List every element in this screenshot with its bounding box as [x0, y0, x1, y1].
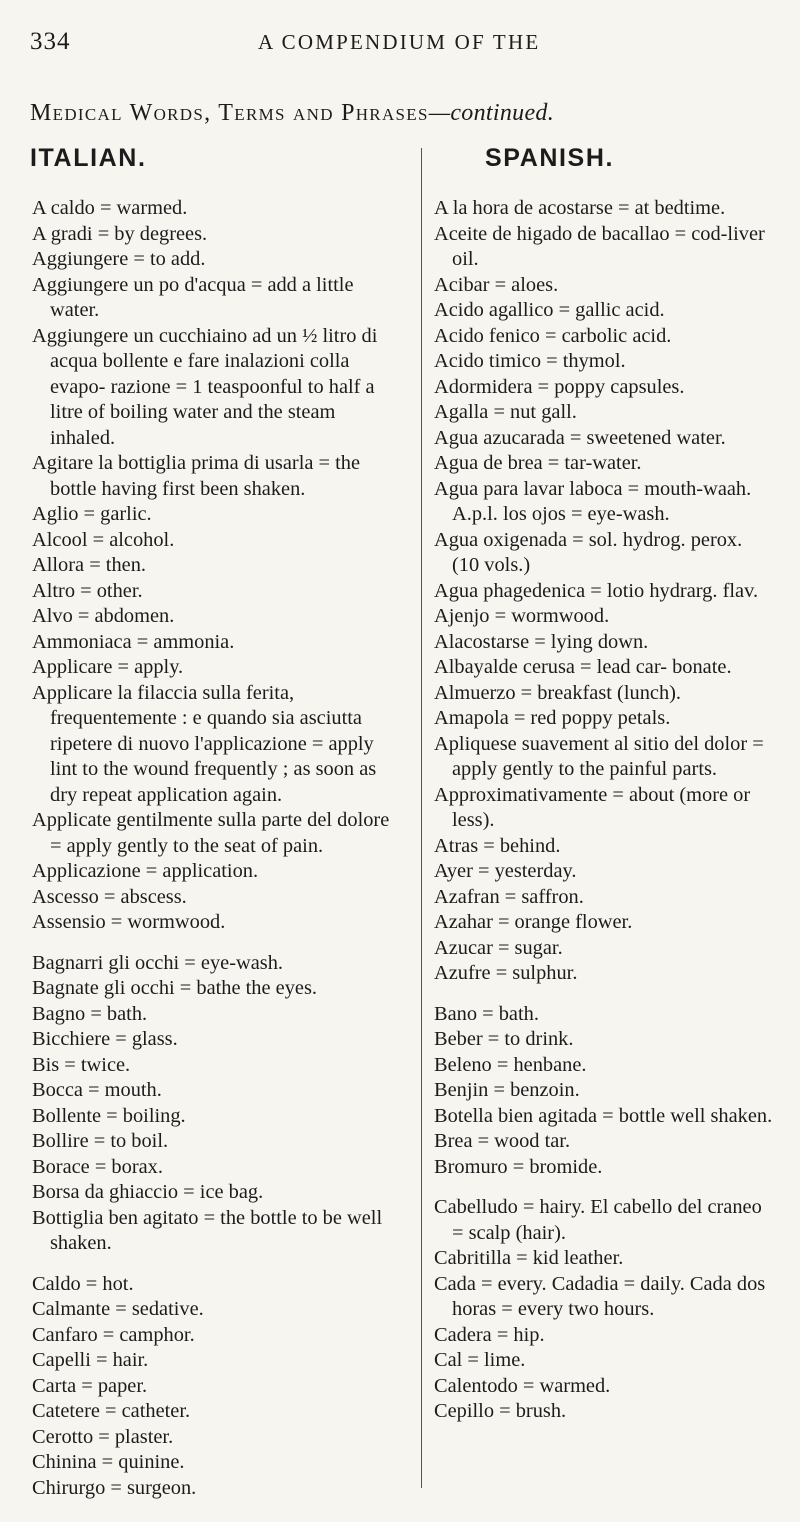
spanish-glossary-entry: Azufre = sulphur.	[434, 962, 578, 984]
spanish-glossary-entry: Cabelludo = hairy. El cabello del craneo = scalp (hair).	[434, 1196, 762, 1244]
spanish-column-title: SPANISH.	[485, 144, 615, 172]
italian-glossary-entry: Ammoniaca = ammonia.	[32, 630, 235, 653]
italian-glossary-entry: Alcool = alcohol.	[32, 528, 175, 551]
spanish-glossary-entry: Beber = to drink.	[434, 1028, 574, 1050]
spanish-glossary-entry: Approximativamente = about (more or less).	[434, 783, 751, 831]
italian-glossary-entry: Capelli = hair.	[32, 1349, 149, 1371]
spanish-glossary-entry: Atras = behind.	[434, 834, 561, 857]
spanish-glossary-entry: Botella bien agitada = bottle well shaken.	[434, 1104, 773, 1127]
italian-glossary-entry: Bicchiere = glass.	[32, 1028, 178, 1050]
running-title: A COMPENDIUM OF THE	[258, 30, 541, 54]
spanish-glossary-entry: Cada = every. Cadadia = daily. Cada dos horas = every two hours.	[434, 1272, 766, 1320]
spanish-glossary-entry: Cal = lime.	[434, 1349, 526, 1371]
spanish-glossary-entry: Benjin = benzoin.	[434, 1079, 580, 1101]
spanish-glossary-entry: Cabritilla = kid leather.	[434, 1247, 624, 1269]
italian-glossary-entry: Chinina = quinine.	[32, 1451, 185, 1473]
spanish-glossary-entry: Acido agallico = gallic acid.	[434, 299, 665, 321]
spanish-glossary-entry: Agua para lavar laboca = mouth-waah. A.p.l. los ojos = eye-wash.	[434, 477, 752, 525]
spanish-glossary-entry: Azahar = orange flower.	[434, 911, 633, 933]
spanish-glossary-entry: Calentodo = warmed.	[434, 1374, 611, 1397]
italian-glossary-entry: Bagno = bath.	[32, 1002, 148, 1025]
spanish-glossary-entry: Acibar = aloes.	[434, 273, 559, 296]
italian-glossary-entry: Catetere = catheter.	[32, 1400, 191, 1422]
spanish-glossary-entry: Bromuro = bromide.	[434, 1155, 603, 1178]
spanish-glossary-entry: Agua azucarada = sweetened water.	[434, 426, 726, 449]
italian-glossary-entry: Borace = borax.	[32, 1155, 163, 1178]
italian-glossary-entry: Bottiglia ben agitato = the bottle to be well shaken.	[32, 1206, 383, 1254]
spanish-glossary-entry: Beleno = henbane.	[434, 1053, 587, 1076]
spanish-glossary-entry: Apliquese suavement al sitio del dolor = apply gently to the painful parts.	[434, 732, 764, 780]
section-title	[30, 100, 780, 127]
italian-glossary-entry: Applicate gentilmente sulla parte del dolore = apply gently to the seat of pain.	[32, 809, 390, 857]
italian-glossary-entry: Chirurgo = surgeon.	[32, 1476, 197, 1499]
spanish-glossary-entry: Adormidera = poppy capsules.	[434, 375, 685, 398]
running-head	[30, 28, 760, 62]
italian-glossary-entry: Agitare la bottiglia prima di usarla = the bottle having first been shaken.	[32, 452, 361, 500]
spanish-glossary-entry: Albayalde cerusa = lead car- bonate.	[434, 656, 732, 678]
spanish-glossary-entry: Acido fenico = carbolic acid.	[434, 324, 672, 347]
spanish-glossary-entry: Alacostarse = lying down.	[434, 630, 649, 653]
italian-glossary-entry: Bagnarri gli occhi = eye-wash.	[32, 951, 283, 974]
spanish-glossary-entry: Azucar = sugar.	[434, 936, 563, 959]
spanish-glossary-entry: Ajenjo = wormwood.	[434, 605, 610, 627]
spanish-glossary-entry: Agua de brea = tar-water.	[434, 452, 642, 474]
spanish-glossary-entry: Acido timico = thymol.	[434, 350, 626, 372]
italian-glossary-entry: Assensio = wormwood.	[32, 911, 226, 933]
section-title-main: Medical Words, Terms and Phrases	[30, 100, 429, 126]
italian-glossary-entry: Aggiungere = to add.	[32, 248, 206, 270]
italian-glossary-entry: Bis = twice.	[32, 1053, 131, 1076]
italian-glossary-entry: Applicare la filaccia sulla ferita, frequentemente : e quando sia asciutta ripetere di nuovo l'applicazione = apply lint to the wound frequently ; as soon as dry repeat application again.	[32, 681, 377, 806]
italian-glossary-entry: Bollire = to boil.	[32, 1130, 169, 1152]
spanish-glossary-entry: Cepillo = brush.	[434, 1400, 567, 1422]
italian-column-title: ITALIAN.	[30, 144, 147, 172]
spanish-glossary-entry: Almuerzo = breakfast (lunch).	[434, 681, 682, 704]
italian-glossary-entry: Applicare = apply.	[32, 656, 184, 678]
italian-glossary-entry: Bagnate gli occhi = bathe the eyes.	[32, 977, 317, 999]
spanish-glossary-entry: A la hora de acostarse = at bedtime.	[434, 197, 726, 219]
italian-glossary-entry: Bocca = mouth.	[32, 1079, 162, 1101]
spanish-glossary-entry: Agua phagedenica = lotio hydrarg. flav.	[434, 579, 759, 602]
page-number: 334	[30, 28, 71, 55]
spanish-glossary-entry: Amapola = red poppy petals.	[434, 707, 671, 729]
italian-glossary-entry: Ascesso = abscess.	[32, 885, 187, 908]
italian-glossary-entry: Aggiungere un cucchiaino ad un ½ litro di acqua bollente e fare inalazioni colla evapo- razione = 1 teaspoonful to half a litre of boiling water and the steam inhaled.	[32, 324, 378, 449]
italian-glossary-entry: Calmante = sedative.	[32, 1298, 204, 1320]
spanish-glossary-entry: Azafran = saffron.	[434, 885, 584, 908]
spanish-glossary-entry: Agua oxigenada = sol. hydrog. perox. (10 vols.)	[434, 528, 743, 576]
italian-column	[32, 196, 400, 1501]
italian-glossary-entry: Caldo = hot.	[32, 1272, 134, 1295]
italian-glossary-entry: Aggiungere un po d'acqua = add a little water.	[32, 273, 354, 321]
italian-glossary-entry: Borsa da ghiaccio = ice bag.	[32, 1181, 264, 1203]
spanish-glossary-entry: Ayer = yesterday.	[434, 860, 577, 882]
italian-glossary-entry: A caldo = warmed.	[32, 197, 188, 219]
italian-glossary-entry: Allora = then.	[32, 554, 146, 576]
italian-glossary-entry: A gradi = by degrees.	[32, 222, 208, 245]
spanish-glossary-entry: Cadera = hip.	[434, 1323, 545, 1346]
spanish-glossary-entry: Brea = wood tar.	[434, 1130, 571, 1152]
italian-glossary-entry: Bollente = boiling.	[32, 1104, 186, 1127]
italian-glossary-entry: Carta = paper.	[32, 1374, 148, 1397]
section-title-continued: —continued.	[428, 100, 554, 126]
italian-glossary-entry: Cerotto = plaster.	[32, 1425, 174, 1448]
spanish-glossary-entry: Agalla = nut gall.	[434, 401, 577, 423]
italian-glossary-entry: Alvo = abdomen.	[32, 605, 175, 627]
italian-glossary-entry: Canfaro = camphor.	[32, 1323, 195, 1346]
spanish-glossary-entry: Aceite de higado de bacallao = cod-liver oil.	[434, 222, 765, 270]
italian-glossary-entry: Aglio = garlic.	[32, 503, 152, 525]
spanish-glossary-entry: Bano = bath.	[434, 1002, 539, 1025]
spanish-column	[434, 196, 774, 1425]
italian-glossary-entry: Altro = other.	[32, 579, 143, 602]
italian-glossary-entry: Applicazione = application.	[32, 860, 259, 882]
column-divider	[421, 148, 422, 1488]
